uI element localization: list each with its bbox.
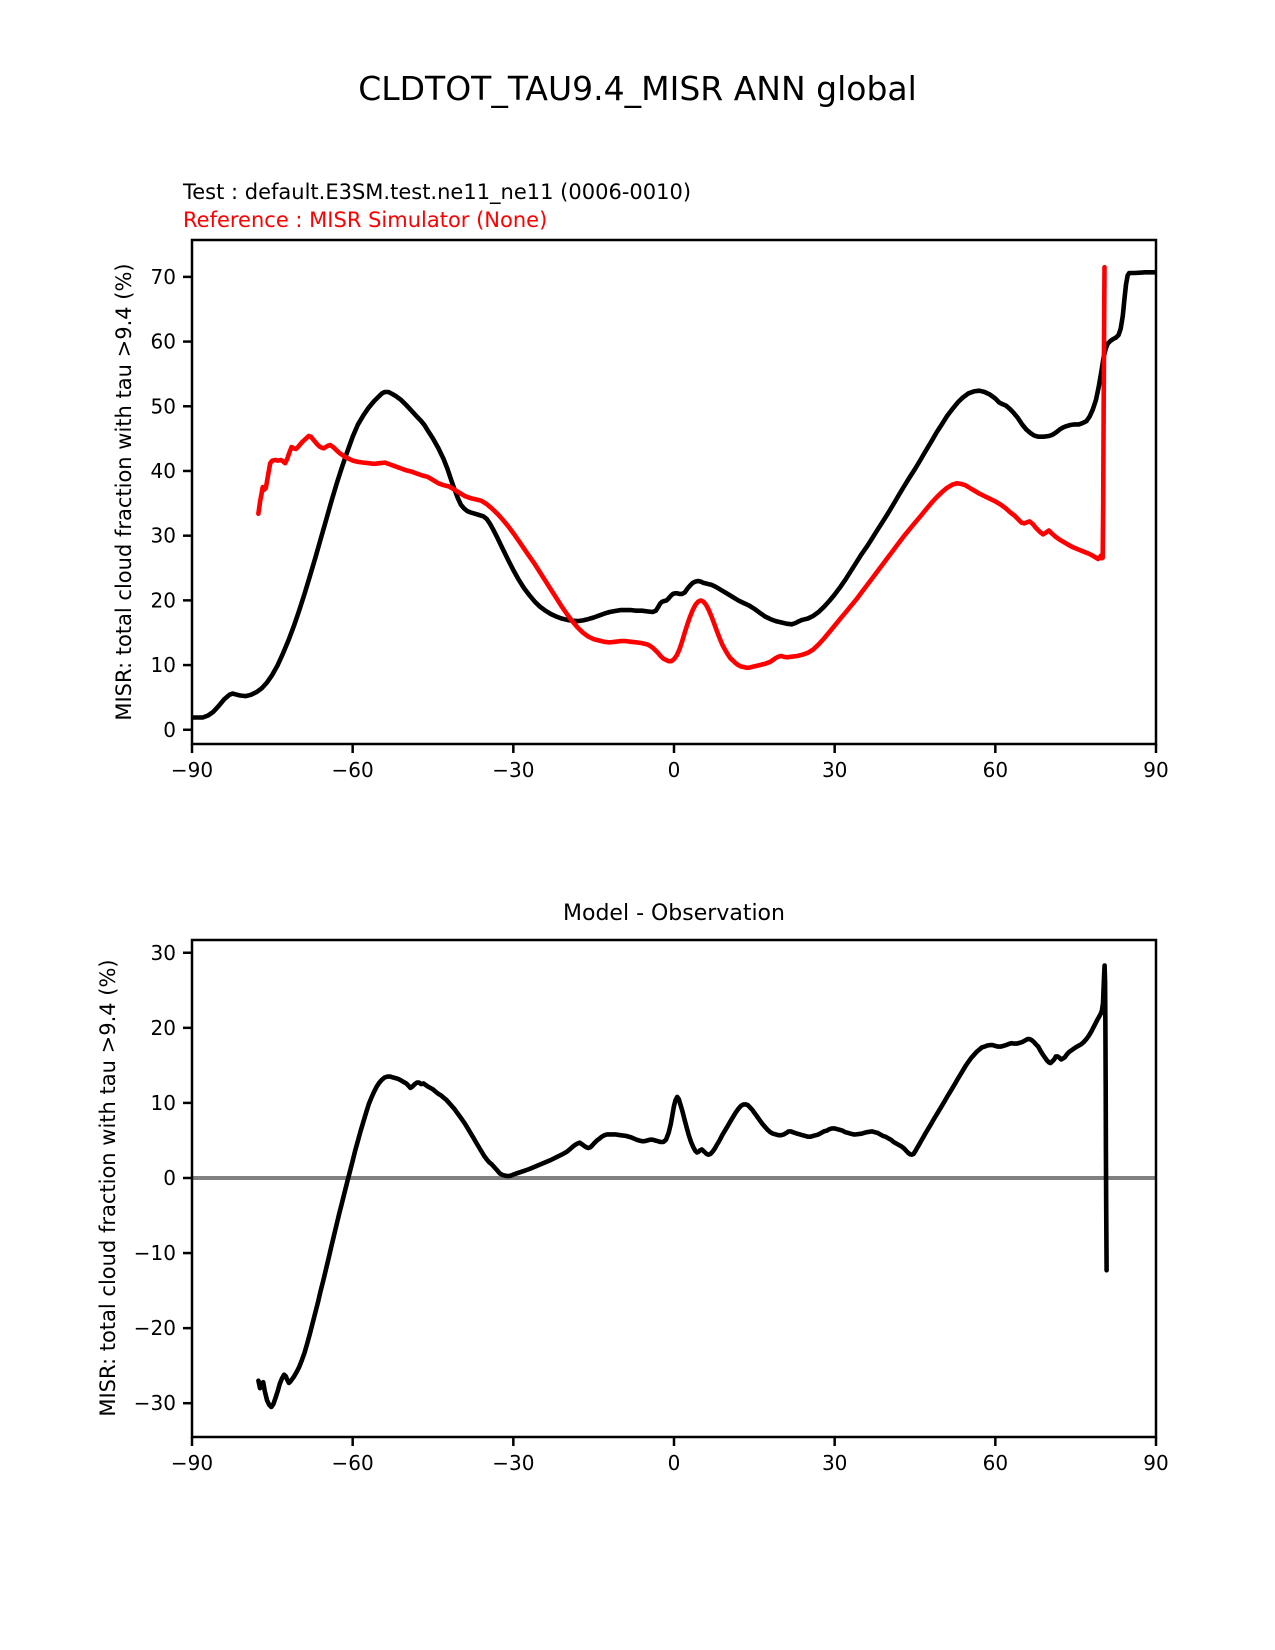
x-tick-label: −90 bbox=[170, 758, 214, 782]
y-tick-label: 20 bbox=[150, 588, 176, 613]
x-tick-label: 90 bbox=[1143, 758, 1169, 782]
top-plot bbox=[151, 240, 1169, 782]
y-tick-label: 0 bbox=[163, 717, 176, 742]
x-tick-label: 30 bbox=[821, 758, 848, 782]
bottom-plot-title: Model - Observation bbox=[563, 901, 785, 926]
y-tick-label: 20 bbox=[150, 1015, 176, 1040]
y-tick-label: 30 bbox=[150, 523, 176, 548]
y-tick-label: 10 bbox=[150, 1090, 176, 1115]
x-tick-label: −60 bbox=[331, 1451, 374, 1475]
x-tick-label: 90 bbox=[1143, 1451, 1169, 1475]
test-line bbox=[192, 272, 1156, 717]
x-tick-label: 0 bbox=[667, 758, 681, 782]
x-tick-label: −30 bbox=[492, 1451, 535, 1475]
test-run-label: Test : default.E3SM.test.ne11_ne11 (0006-0010) bbox=[183, 180, 692, 204]
bottom-plot-ylabel: MISR: total cloud fraction with tau >9.4 (%) bbox=[96, 959, 120, 1417]
y-tick-label: −20 bbox=[133, 1316, 176, 1341]
y-tick-label: 60 bbox=[150, 329, 176, 354]
y-tick-label: 30 bbox=[150, 940, 176, 965]
x-tick-label: 0 bbox=[667, 1451, 681, 1475]
difference-line bbox=[258, 966, 1106, 1408]
bottom-plot-frame bbox=[192, 940, 1156, 1437]
x-tick-label: 60 bbox=[982, 1451, 1009, 1475]
y-tick-label: 10 bbox=[150, 653, 176, 678]
x-tick-label: 30 bbox=[821, 1451, 848, 1475]
y-tick-label: −30 bbox=[133, 1391, 176, 1416]
top-plot-ylabel: MISR: total cloud fraction with tau >9.4 (%) bbox=[112, 263, 136, 721]
reference-line bbox=[258, 267, 1104, 668]
figure-title: CLDTOT_TAU9.4_MISR ANN global bbox=[358, 69, 917, 108]
y-tick-label: 0 bbox=[163, 1165, 176, 1190]
x-tick-label: −30 bbox=[492, 758, 535, 782]
x-tick-label: −90 bbox=[170, 1451, 214, 1475]
bottom-plot bbox=[134, 940, 1169, 1475]
x-tick-label: −60 bbox=[331, 758, 374, 782]
top-plot-frame bbox=[192, 240, 1156, 744]
x-tick-label: 60 bbox=[982, 758, 1009, 782]
y-tick-label: 40 bbox=[150, 458, 176, 483]
y-tick-label: 70 bbox=[150, 264, 176, 289]
reference-run-label: Reference : MISR Simulator (None) bbox=[183, 208, 548, 232]
y-tick-label: −10 bbox=[133, 1241, 176, 1266]
y-tick-label: 50 bbox=[150, 394, 176, 419]
